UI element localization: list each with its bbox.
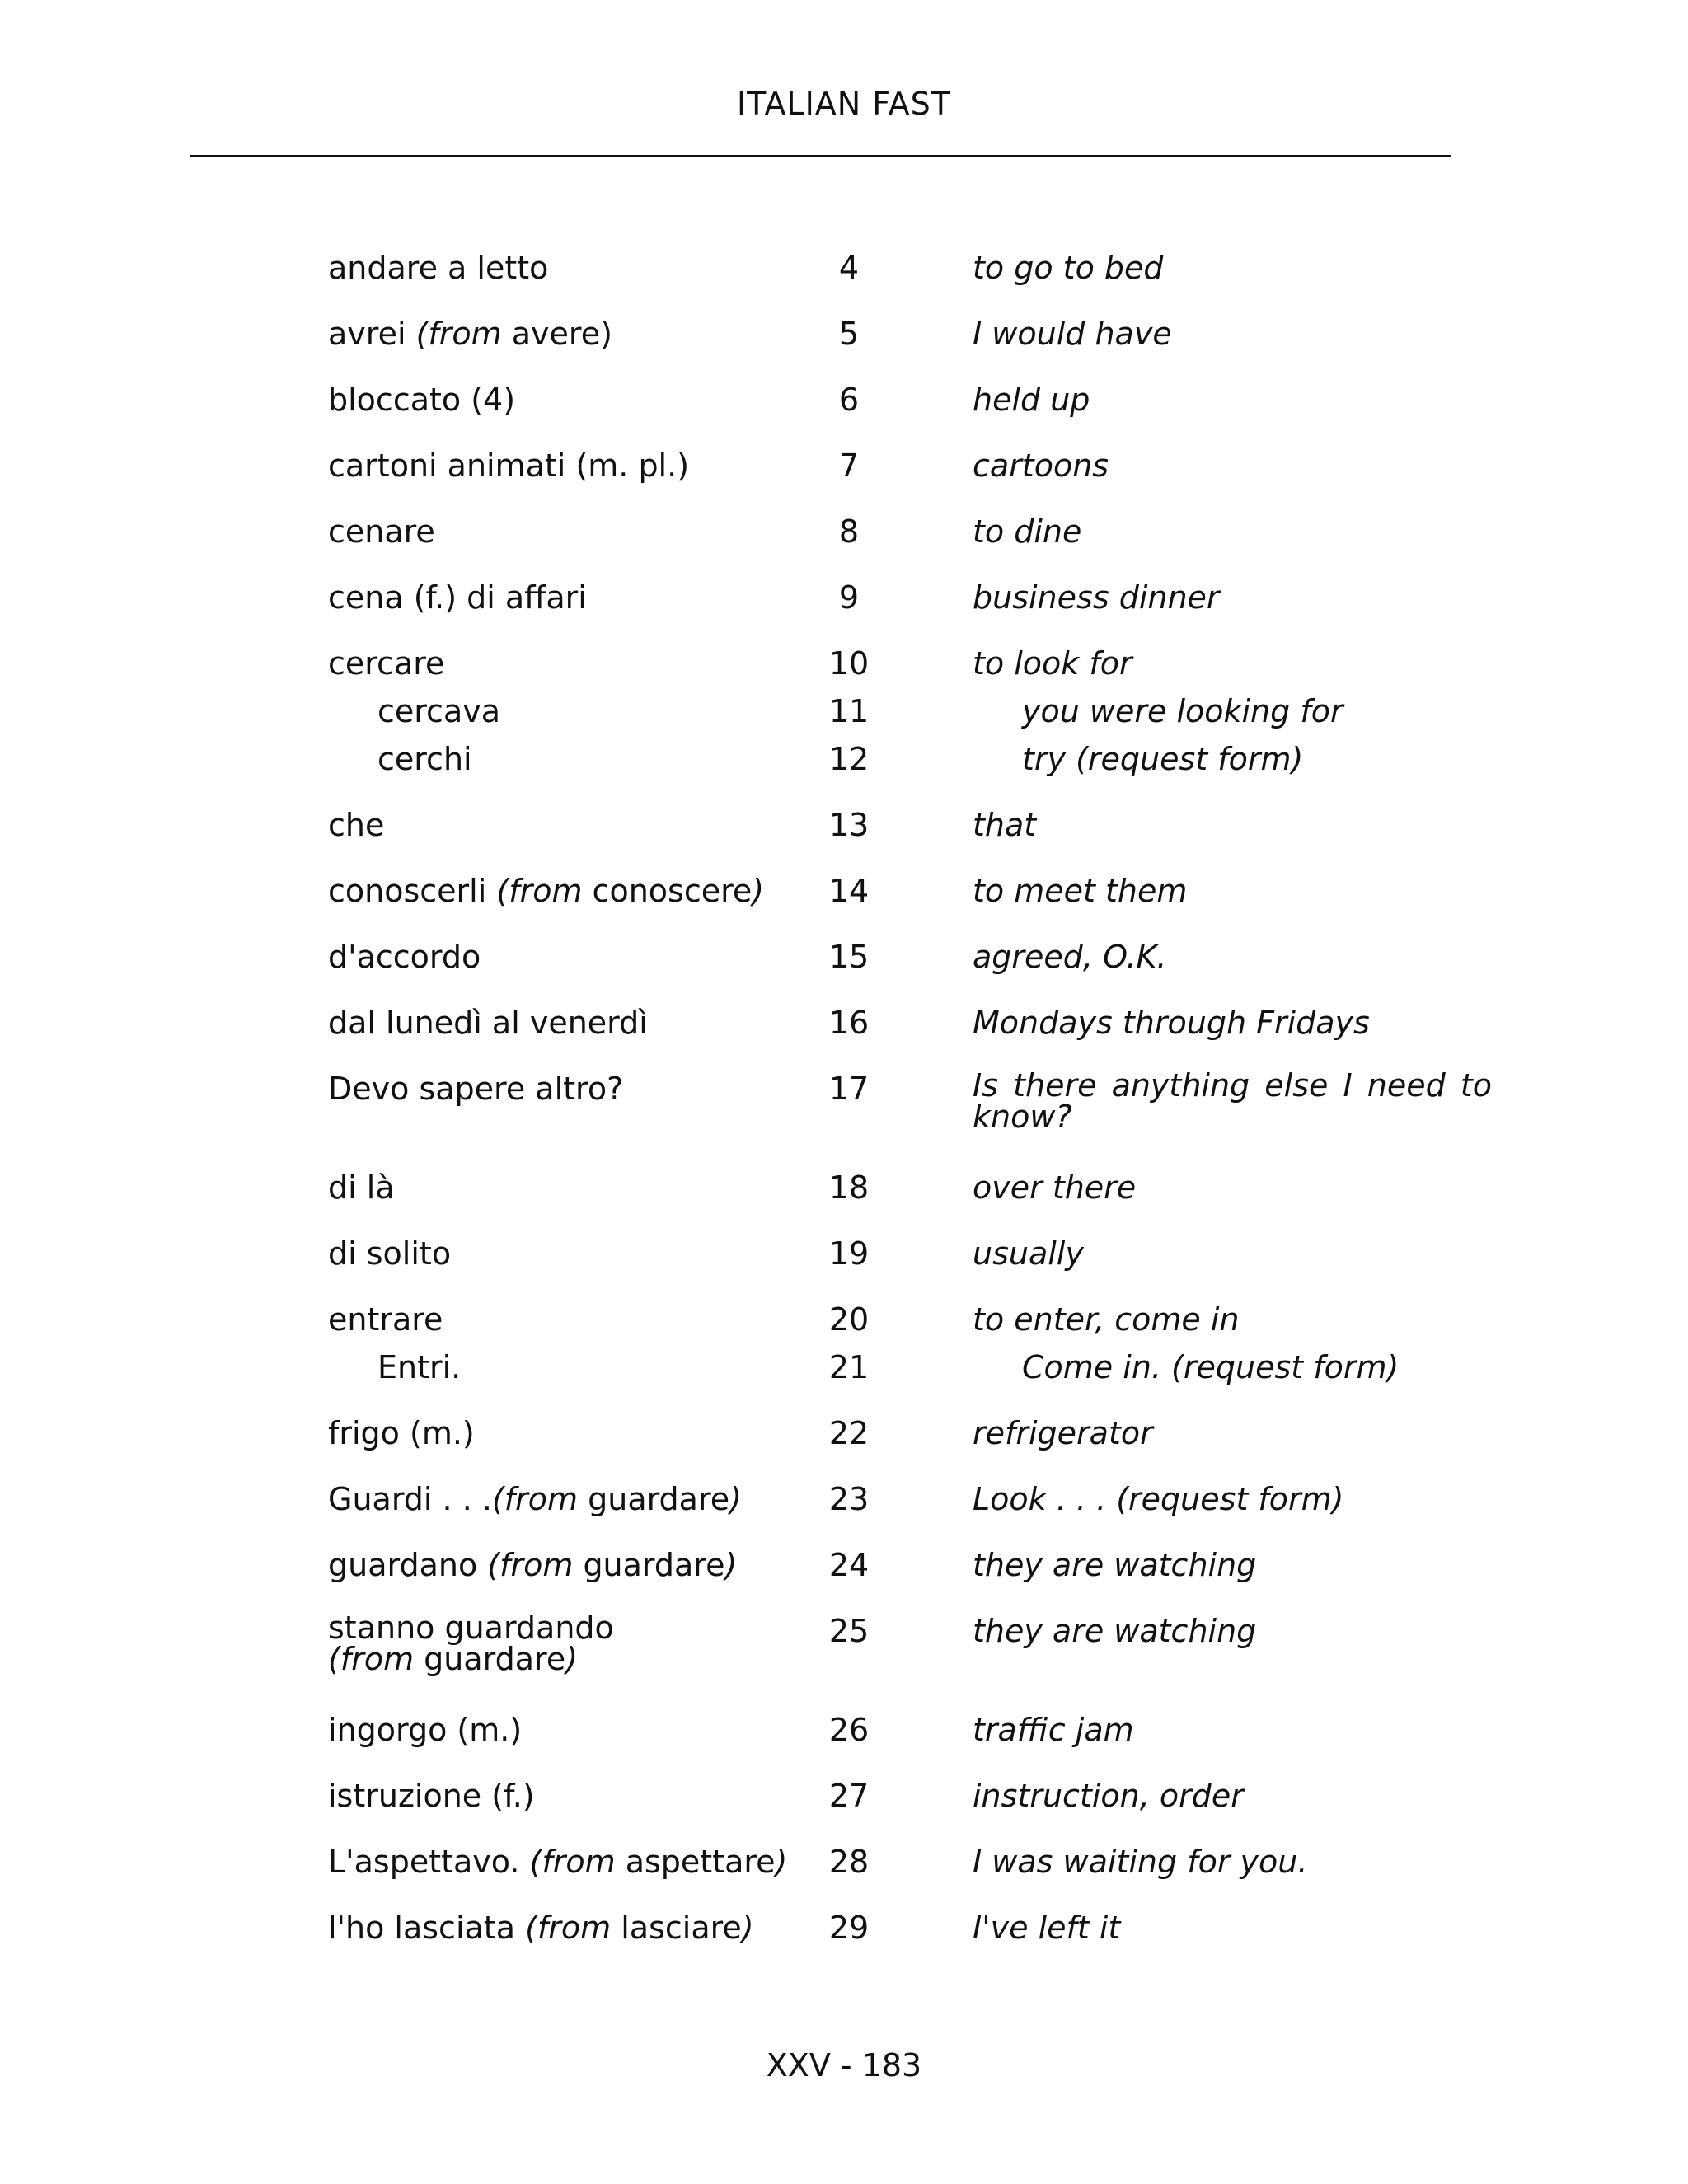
vocabulary-list — [0, 249, 1688, 1957]
vocab-entry — [0, 1612, 1688, 1693]
english-gloss: held up — [973, 382, 1090, 418]
italian-term: bloccato (4) — [328, 382, 516, 418]
entry-number: 8 — [838, 513, 860, 550]
vocab-entry — [0, 513, 1688, 560]
english-gloss: to look for — [973, 645, 1132, 682]
entry-number: 26 — [828, 1712, 870, 1748]
vocab-entry — [0, 447, 1688, 494]
vocab-entry — [0, 1004, 1688, 1052]
english-gloss: Mondays through Fridays — [973, 1005, 1370, 1041]
vocab-entry — [0, 1067, 1688, 1151]
entry-number: 19 — [828, 1235, 870, 1272]
vocab-entry — [0, 1711, 1688, 1759]
english-gloss: I was waiting for you. — [973, 1844, 1308, 1880]
vocab-entry — [0, 1480, 1688, 1528]
italian-term: di là — [328, 1169, 395, 1206]
english-gloss: Come in. (request form) — [1022, 1349, 1400, 1385]
english-gloss: usually — [973, 1235, 1084, 1272]
english-gloss: try (request form) — [1022, 741, 1304, 777]
italian-term: andare a letto — [328, 250, 549, 286]
entry-number: 4 — [838, 250, 860, 286]
english-gloss: to go to bed — [973, 250, 1164, 286]
english-gloss: I would have — [973, 316, 1172, 352]
vocab-entry — [0, 1546, 1688, 1594]
vocab-entry — [0, 315, 1688, 363]
italian-subterm: Entri. — [377, 1349, 462, 1385]
page-number: XXV - 183 — [766, 2047, 922, 2083]
entry-number: 13 — [828, 807, 870, 843]
entry-number: 24 — [828, 1547, 870, 1583]
entry-number: 5 — [838, 316, 860, 352]
english-gloss: refrigerator — [973, 1415, 1153, 1451]
english-gloss: that — [973, 807, 1037, 843]
vocab-entry — [0, 1777, 1688, 1825]
english-gloss: I've left it — [973, 1910, 1121, 1946]
entry-number: 10 — [828, 645, 870, 682]
entry-number: 14 — [828, 873, 870, 909]
entry-number: 17 — [828, 1071, 870, 1107]
english-gloss: to dine — [973, 513, 1082, 550]
english-gloss: they are watching — [973, 1613, 1257, 1649]
english-gloss: traffic jam — [973, 1712, 1134, 1748]
italian-term: istruzione (f.) — [328, 1778, 535, 1814]
italian-subterm: cerchi — [377, 741, 472, 777]
italian-term: conoscerli (from conoscere) — [328, 873, 765, 909]
page-header: ITALIAN FAST — [736, 86, 952, 122]
italian-term: cercare — [328, 645, 445, 682]
italian-term: cenare — [328, 513, 435, 550]
english-gloss: business dinner — [973, 579, 1220, 616]
vocab-entry — [0, 579, 1688, 626]
english-gloss: to enter, come in — [973, 1301, 1240, 1338]
entry-number: 27 — [828, 1778, 870, 1814]
english-gloss: agreed, O.K. — [973, 939, 1167, 975]
italian-term: L'aspettavo. (from aspettare) — [328, 1844, 788, 1880]
italian-term: dal lunedì al venerdì — [328, 1005, 648, 1041]
vocab-entry — [0, 1301, 1688, 1396]
italian-term: cartoni animati (m. pl.) — [328, 448, 690, 484]
entry-number: 12 — [828, 741, 870, 777]
vocab-entry — [0, 1169, 1688, 1216]
entry-number: 23 — [828, 1481, 870, 1517]
italian-term: di solito — [328, 1235, 452, 1272]
entry-number: 9 — [838, 579, 860, 616]
english-gloss: cartoons — [973, 448, 1109, 484]
entry-number: 22 — [828, 1415, 870, 1451]
entry-number: 6 — [838, 382, 860, 418]
italian-term: l'ho lasciata (from lasciare) — [328, 1910, 754, 1946]
italian-term: avrei (from avere) — [328, 316, 612, 352]
vocab-entry — [0, 938, 1688, 986]
entry-number: 25 — [828, 1613, 870, 1649]
entry-number: 15 — [828, 939, 870, 975]
italian-subterm: cercava — [377, 693, 501, 729]
italian-term: d'accordo — [328, 939, 481, 975]
italian-term: che — [328, 807, 385, 843]
english-gloss: you were looking for — [1022, 693, 1343, 729]
vocab-entry — [0, 249, 1688, 297]
italian-term: cena (f.) di affari — [328, 579, 587, 616]
vocab-entry — [0, 1843, 1688, 1891]
english-gloss: Is there anything else I need to know? — [973, 1067, 1492, 1135]
italian-term: entrare — [328, 1301, 443, 1338]
entry-number: 29 — [828, 1910, 870, 1946]
entry-number: 11 — [828, 693, 870, 729]
header-divider — [190, 155, 1451, 157]
italian-term: Devo sapere altro? — [328, 1071, 624, 1107]
entry-number: 28 — [828, 1844, 870, 1880]
italian-term: guardano (from guardare) — [328, 1547, 738, 1583]
english-gloss: they are watching — [973, 1547, 1257, 1583]
entry-number: 21 — [828, 1349, 870, 1385]
italian-term: ingorgo (m.) — [328, 1712, 523, 1748]
italian-term: frigo (m.) — [328, 1415, 475, 1451]
entry-number: 16 — [828, 1005, 870, 1041]
italian-term: stanno guardando (from guardare) — [328, 1610, 614, 1677]
vocab-entry — [0, 1414, 1688, 1462]
vocab-entry — [0, 1909, 1688, 1957]
english-gloss: to meet them — [973, 873, 1188, 909]
vocab-entry — [0, 1235, 1688, 1282]
vocab-entry — [0, 806, 1688, 854]
vocab-entry — [0, 872, 1688, 920]
vocab-entry — [0, 381, 1688, 429]
italian-term: Guardi . . .(from guardare) — [328, 1481, 742, 1517]
english-gloss: Look . . . (request form) — [973, 1481, 1344, 1517]
english-gloss: instruction, order — [973, 1778, 1244, 1814]
entry-number: 7 — [838, 448, 860, 484]
english-gloss: over there — [973, 1169, 1137, 1206]
vocab-entry — [0, 644, 1688, 788]
entry-number: 18 — [828, 1169, 870, 1206]
entry-number: 20 — [828, 1301, 870, 1338]
